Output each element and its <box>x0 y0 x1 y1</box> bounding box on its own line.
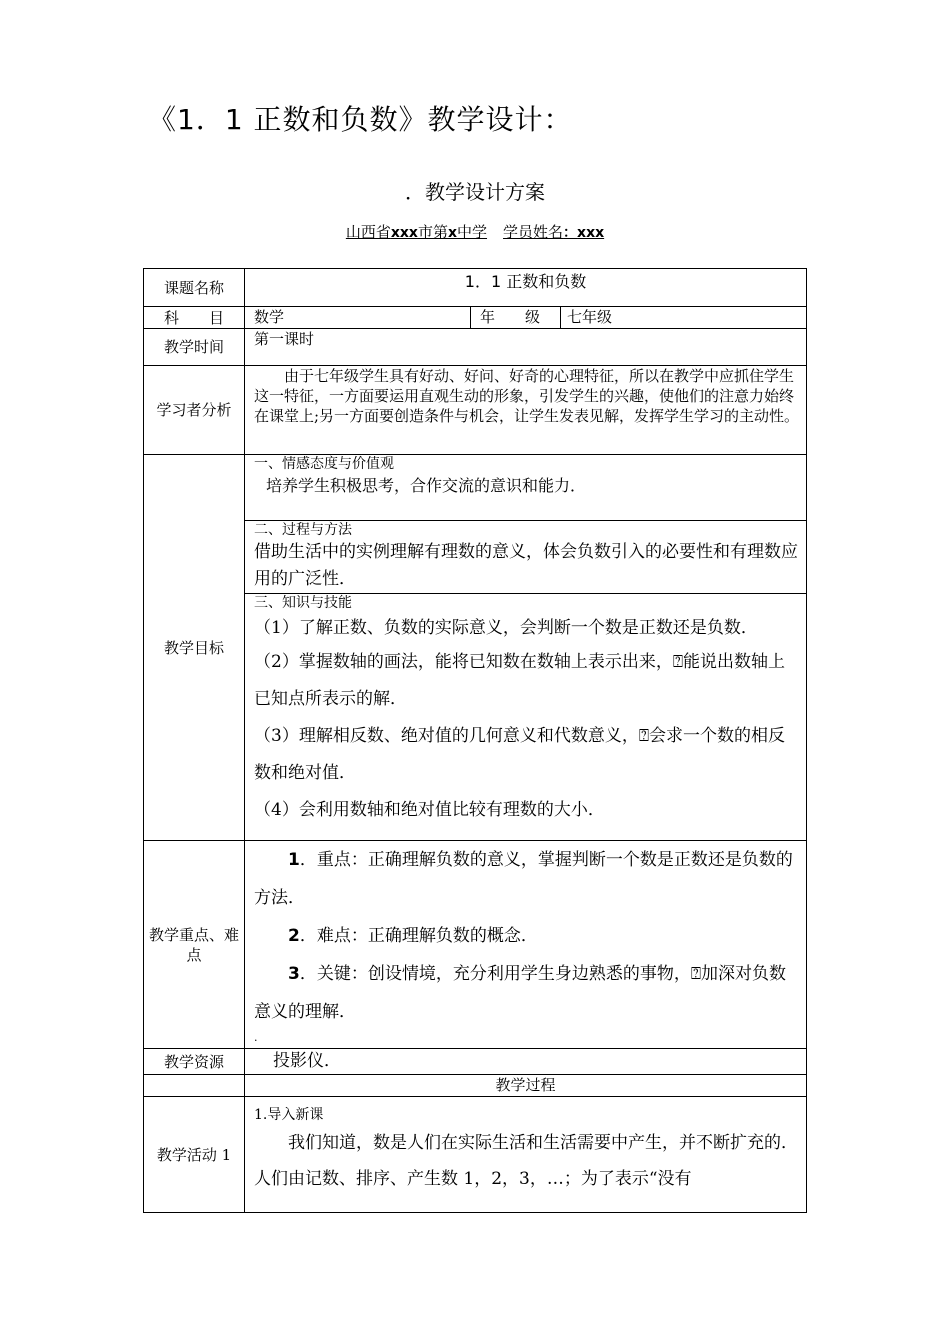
student-label: 学员姓名 <box>503 223 564 241</box>
row-course-name <box>144 269 807 307</box>
learner-analysis-text: 由于七年级学生具有好动、好问、好奇的心理特征，所以在教学中应抓住学生这一特征，一方面要运用直观生动的形象，引发学生的兴趣，使他们的注意力始终在课堂上;另一方面要创造条件与机会，让学生发表见解，发挥学生学习的主动性。 <box>245 366 807 455</box>
key-point-number: 1 <box>288 850 300 870</box>
process-header: 教学过程 <box>245 1075 807 1097</box>
course-name-label: 课题名称 <box>144 269 245 307</box>
key-point-text: ．关键：创设情境，充分利用学生身边熟悉的事物，⍰加深对负数意义的理解． <box>254 964 787 1022</box>
knowledge-item: （2）掌握数轴的画法，能将已知数在数轴上表示出来，⍰能说出数轴上已知点所表示的解． <box>254 652 786 709</box>
key-point-number: 2 <box>288 926 300 946</box>
key-points-cell <box>245 841 807 1049</box>
objective-emotion-cell <box>245 455 807 521</box>
row-key-points <box>144 841 807 1049</box>
activity-1-text: 我们知道，数是人们在实际生活和生活需要中产生，并不断扩充的．人们由记数、排序、产生数 1，2，3，…；为了表示“没有 <box>254 1133 798 1189</box>
document-title: 《1．1 正数和负数》教学设计： <box>148 103 573 136</box>
key-points-trailing: . <box>254 1031 258 1044</box>
grade-value: 七年级 <box>561 307 807 329</box>
knowledge-item: （3）理解相反数、绝对值的几何意义和代数意义，⍰会求一个数的相反数和绝对值． <box>254 726 786 783</box>
knowledge-item: （1）了解正数、负数的实际意义，会判断一个数是正数还是负数． <box>254 618 758 638</box>
objectives-label: 教学目标 <box>144 455 245 841</box>
subject-label: 科 目 <box>144 307 245 329</box>
grade-label: 年 级 <box>471 307 561 329</box>
process-header-blank <box>144 1075 245 1097</box>
key-point-item <box>254 917 800 955</box>
plan-title: ．教学设计方案 <box>405 180 545 204</box>
activity-1-heading: 1.导入新课 <box>254 1107 324 1123</box>
key-point-item <box>254 955 800 1031</box>
activity-1-label: 教学活动 1 <box>144 1097 245 1213</box>
row-resources <box>144 1049 807 1075</box>
row-learner-analysis <box>144 366 807 455</box>
student-name: xxx <box>577 225 605 241</box>
student-colon: ： <box>563 225 578 241</box>
time-value: 第一课时 <box>245 329 807 366</box>
objective-emotion-text: 培养学生积极思考，合作交流的意识和能力． <box>266 476 587 495</box>
row-subject <box>144 307 807 329</box>
key-points-label: 教学重点、难点 <box>144 841 245 1049</box>
time-label: 教学时间 <box>144 329 245 366</box>
school-mid: 市第 <box>417 223 448 241</box>
key-point-text: ．难点：正确理解负数的概念． <box>299 926 538 946</box>
objective-knowledge-cell <box>245 594 807 841</box>
subject-value: 数学 <box>245 307 471 329</box>
row-objective-emotion <box>144 455 807 521</box>
row-time <box>144 329 807 366</box>
knowledge-item: （4）会利用数轴和绝对值比较有理数的大小． <box>254 800 605 820</box>
objective-process-heading: 二、过程与方法 <box>254 522 352 538</box>
school-suffix: 中学 <box>457 223 488 241</box>
row-process-header <box>144 1075 807 1097</box>
school-prefix: 山西省 <box>345 223 391 241</box>
school-line <box>0 221 950 242</box>
key-point-number: 3 <box>288 964 300 984</box>
row-activity-1 <box>144 1097 807 1213</box>
resources-label: 教学资源 <box>144 1049 245 1075</box>
activity-1-cell <box>245 1097 807 1213</box>
school-city: xxx <box>390 225 418 241</box>
lesson-plan-table <box>143 268 807 1213</box>
objective-process-text: 借助生活中的实例理解有理数的意义，体会负数引入的必要性和有理数应用的广泛性． <box>254 542 798 589</box>
objective-emotion-heading: 一、情感态度与价值观 <box>254 456 394 472</box>
learner-analysis-label: 学习者分析 <box>144 366 245 455</box>
key-point-item <box>254 841 800 917</box>
objective-process-cell <box>245 521 807 594</box>
resources-value: 投影仪． <box>245 1049 807 1075</box>
objective-knowledge-heading: 三、知识与技能 <box>254 595 352 611</box>
school-number: x <box>447 225 458 241</box>
key-point-text: ．重点：正确理解负数的意义，掌握判断一个数是正数还是负数的方法． <box>254 850 793 908</box>
course-name-value: 1．1 正数和负数 <box>245 269 807 307</box>
